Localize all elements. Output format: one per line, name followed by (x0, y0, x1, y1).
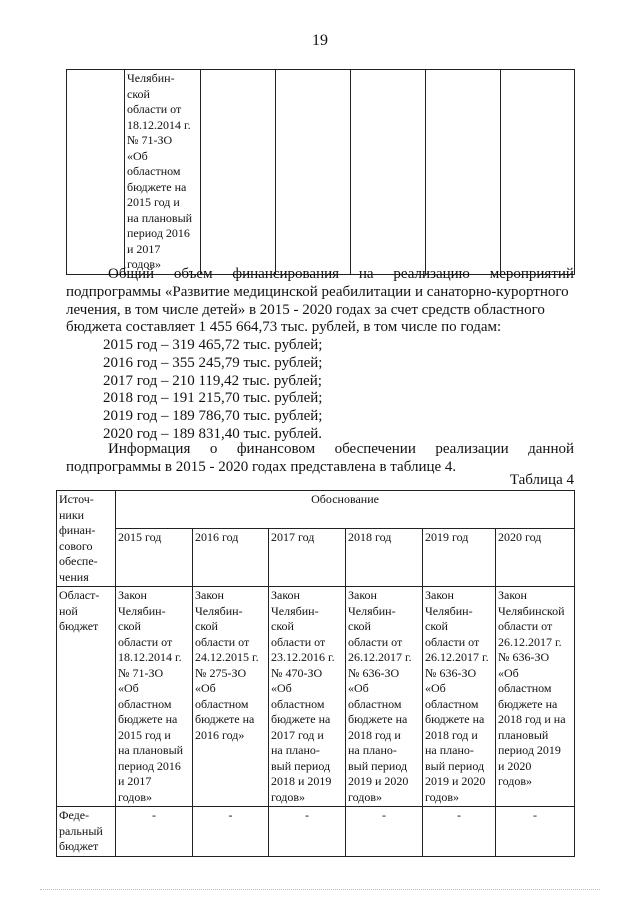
cell-line: 18.12.2014 г. (118, 650, 182, 664)
cell-line: № 275-ЗО (195, 665, 247, 680)
basis-cell (346, 807, 423, 857)
cell-line: № 636-ЗО (498, 650, 550, 664)
cell-line: 2019 и 2020 (425, 774, 486, 788)
cell-line: период 2019 (498, 743, 561, 757)
cell-line: - (382, 808, 386, 822)
cell-line: бюджет (59, 619, 99, 633)
cell-line: вый период (425, 758, 485, 773)
cell-line: финан- (59, 523, 96, 537)
cell-line: вый период (348, 758, 408, 773)
cell-line: и 2020 (498, 758, 532, 773)
word: Общий (108, 266, 155, 282)
cell-line: 18.12.2014 г. (127, 117, 191, 132)
cell-line: ской (118, 619, 141, 633)
cell-line: годов» (498, 774, 533, 788)
cell-line: ной (59, 603, 78, 618)
cell-line: и 2017 (118, 774, 152, 788)
word: реализации (435, 441, 509, 457)
empty-cell (501, 70, 575, 275)
paragraph-line: лечения, в том числе детей» в 2015 - 2020 годах за счет средств областного (66, 301, 545, 318)
cell-line: областном (425, 696, 479, 711)
paragraph-line: подпрограммы в 2015 - 2020 годах представлена в таблице 4. (66, 458, 457, 475)
cell-line: - (305, 808, 309, 822)
cell-line: вый период (271, 758, 331, 773)
paragraph-financing (66, 266, 574, 337)
cell-line: 2018 год и (348, 727, 401, 742)
cell-line: ральный (59, 823, 103, 838)
cell-line: 2015 год и (127, 195, 180, 209)
cell-line: Закон (425, 588, 454, 602)
word: Информация (108, 441, 191, 457)
cell-line: области от (271, 634, 326, 649)
table-cell (67, 70, 125, 275)
cell-line: сового (59, 538, 93, 553)
basis-cell (269, 807, 346, 857)
cell-line: Челябин- (195, 603, 243, 618)
basis-cell (496, 807, 575, 857)
cell-line: 2015 год и (118, 727, 171, 742)
cell-line: годов» (118, 789, 153, 804)
cell-line: чения (59, 569, 89, 584)
source-cell (57, 587, 116, 807)
financing-table (56, 490, 575, 857)
cell-line: и 2017 (127, 241, 161, 256)
basis-cell (269, 587, 346, 807)
cell-line: - (457, 808, 461, 822)
cell-line: 26.12.2017 г. (348, 650, 412, 664)
cell-line: на плановый (118, 743, 184, 757)
cell-line: бюджет (59, 839, 99, 853)
basis-cell (193, 587, 269, 807)
paragraph-info (66, 441, 574, 477)
word: реализацию (393, 266, 470, 282)
cell-line: на плано- (348, 743, 397, 757)
cell-line: области от (498, 619, 553, 633)
year-header-row (57, 529, 575, 587)
cell-line: годов» (271, 789, 306, 804)
cell-line: области от (118, 634, 173, 649)
year-header-cell: 2020 год (496, 529, 575, 587)
cell-line: «Об (271, 681, 292, 695)
cell-line: плановый (498, 727, 549, 742)
year-header-cell: 2016 год (193, 529, 269, 587)
cell-line: - (228, 808, 233, 822)
basis-cell (423, 807, 496, 857)
cell-line: на плано- (425, 743, 474, 757)
continued-table (66, 69, 575, 275)
cell-line: Челябин- (348, 603, 396, 618)
word: финансирования (232, 266, 340, 282)
cell-line: 2018 год и (425, 727, 478, 742)
cell-line: области от (127, 102, 182, 116)
cell-line: бюджете на (348, 712, 408, 726)
year-header-cell: 2015 год (116, 529, 193, 587)
year-line: 2016 год – 355 245,79 тыс. рублей; (103, 354, 323, 371)
cell-line: ской (271, 619, 294, 633)
word: обеспечении (334, 441, 416, 457)
cell-line: «Об (425, 681, 446, 695)
word: данной (528, 441, 574, 457)
cell-line: области от (195, 634, 250, 649)
cell-line: бюджете на (195, 712, 255, 726)
cell-line: областном (118, 696, 172, 711)
cell-line: период 2016 (118, 758, 181, 773)
cell-line: 24.12.2015 г. (195, 650, 259, 664)
cell-line: бюджете на (498, 696, 558, 711)
cell-line: ской (425, 619, 448, 633)
cell-line: 26.12.2017 г. (498, 634, 562, 649)
cell-line: 2018 и 2019 (271, 774, 332, 788)
table-row (57, 807, 575, 857)
cell-line: бюджете на (118, 712, 178, 726)
cell-line: 2018 год и на (498, 712, 566, 726)
basis-cell (193, 807, 269, 857)
cell-line: годов» (425, 789, 460, 804)
source-cell (57, 807, 116, 857)
year-header-cell: 2019 год (423, 529, 496, 587)
cell-line: бюджете на (425, 712, 485, 726)
cell-line: Источ- (59, 492, 94, 506)
cell-line: Закон (498, 588, 527, 602)
cell-line: «Об (127, 148, 148, 163)
paragraph-line: бюджета составляет 1 455 664,73 тыс. рублей, в том числе по годам: (66, 319, 502, 336)
cell-line: № 71-ЗО (127, 133, 173, 147)
cell-line: Закон (271, 588, 300, 602)
year-line: 2019 год – 189 786,70 тыс. рублей; (103, 408, 323, 425)
cell-line: - (533, 808, 538, 822)
law-cell (125, 70, 201, 275)
cell-line: областном (348, 696, 402, 711)
cell-line: 23.12.2016 г. (271, 650, 335, 664)
cell-line: обеспе- (59, 554, 98, 568)
year-line: 2018 год – 191 215,70 тыс. рублей; (103, 390, 323, 407)
basis-cell (116, 587, 193, 807)
cell-line: «Об (118, 681, 139, 695)
table-row (57, 587, 575, 807)
empty-cell (276, 70, 351, 275)
cell-line: ской (348, 619, 371, 633)
cell-line: № 636-ЗО (348, 665, 400, 680)
year-header-cell: 2018 год (346, 529, 423, 587)
empty-cell (351, 70, 426, 275)
cell-line: Челябинской (498, 603, 565, 618)
table-row (67, 70, 575, 275)
basis-cell (116, 807, 193, 857)
cell-line: ской (195, 619, 218, 633)
cell-line: № 470-ЗО (271, 665, 323, 680)
table-caption: Таблица 4 (509, 472, 574, 488)
cell-line: на плано- (271, 743, 320, 757)
cell-line: № 71-ЗО (118, 665, 164, 680)
year-header-cell: 2017 год (269, 529, 346, 587)
cell-line: 26.12.2017 г. (425, 650, 489, 664)
cell-line: «Об (348, 681, 369, 695)
cell-line: Челябин- (118, 603, 166, 618)
word: о (209, 441, 218, 457)
cell-line: 2016 год» (195, 727, 245, 742)
paragraph-first-line (66, 266, 574, 284)
cell-line: Феде- (59, 808, 90, 822)
word: мероприятий (489, 266, 574, 282)
empty-cell (426, 70, 501, 275)
cell-line: ской (127, 86, 150, 101)
cell-line: - (152, 808, 156, 822)
cell-line: бюджете на (127, 179, 187, 194)
page-number: 19 (312, 32, 328, 49)
paragraph-line: подпрограммы «Развитие медицинской реабилитации и санаторно-курортного (66, 283, 569, 300)
cell-line: Челябин- (271, 603, 319, 618)
cell-line: на плановый (127, 210, 193, 225)
word: объем (173, 266, 213, 282)
source-header-cell (57, 491, 116, 587)
cell-line: Закон (195, 588, 224, 602)
cell-line: бюджете на (271, 712, 331, 726)
cell-line: Челябин- (425, 603, 473, 618)
cell-line: Област- (59, 588, 100, 602)
year-list (103, 337, 322, 444)
basis-header-cell: Обоснование (116, 491, 575, 529)
cell-line: ники (59, 507, 85, 522)
word: на (358, 266, 374, 282)
table-header-row (57, 491, 575, 529)
cell-line: Закон (348, 588, 377, 602)
cell-line: годов» (127, 257, 162, 271)
cell-line: «Об (498, 665, 519, 680)
footer-divider (40, 889, 600, 890)
cell-line: области от (425, 634, 480, 649)
basis-cell (496, 587, 575, 807)
year-line: 2020 год – 189 831,40 тыс. рублей. (103, 425, 323, 442)
year-line: 2017 год – 210 119,42 тыс. рублей; (103, 372, 322, 389)
paragraph-first-line (66, 441, 574, 459)
word: финансовом (236, 441, 316, 457)
cell-line: 2017 год и (271, 727, 324, 742)
empty-cell (201, 70, 276, 275)
cell-line: областном (195, 696, 249, 711)
basis-cell (346, 587, 423, 807)
cell-line: областном (271, 696, 325, 711)
year-line: 2015 год – 319 465,72 тыс. рублей; (103, 337, 323, 353)
cell-line: «Об (195, 681, 216, 695)
cell-line: Закон (118, 588, 147, 602)
cell-line: 2019 и 2020 (348, 774, 409, 788)
basis-cell (423, 587, 496, 807)
cell-line: областном (498, 681, 552, 695)
cell-line: период 2016 (127, 226, 190, 240)
cell-line: № 636-ЗО (425, 665, 477, 680)
cell-line: областном (127, 164, 181, 178)
cell-line: годов» (348, 789, 383, 804)
cell-line: области от (348, 634, 403, 649)
cell-line: Челябин- (127, 71, 175, 85)
